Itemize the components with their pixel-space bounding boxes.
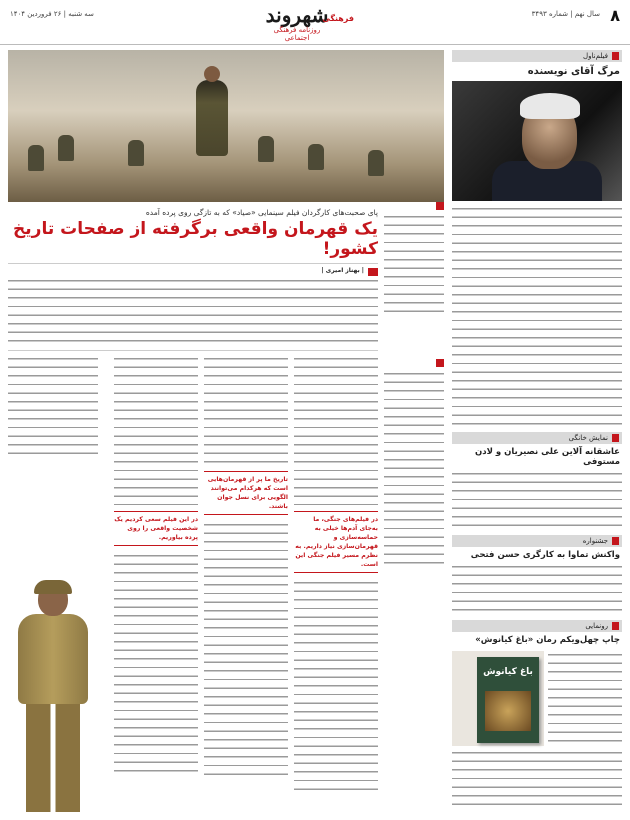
- article-body-1: [452, 205, 622, 427]
- page-header: [0, 0, 630, 45]
- hero-lead-figure: [196, 80, 228, 156]
- soldier-cap: [34, 580, 72, 594]
- body-column-5: [8, 355, 98, 812]
- soldier-cutout-photo: [12, 582, 94, 812]
- hero-soldier: [128, 140, 144, 166]
- article-body: [8, 355, 444, 812]
- author-photo: [452, 81, 622, 201]
- body-text: [204, 355, 288, 465]
- body-column-1: [384, 355, 444, 812]
- article-body-4: [548, 651, 622, 746]
- hero-soldier: [258, 136, 274, 162]
- logo-subtitle: روزنامه فرهنگی اجتماعی: [273, 26, 321, 42]
- byline: | بهناز امیری |: [321, 267, 364, 274]
- article-title-2: عاشقانه آلاین علی نصیریان و لادن مستوفی: [475, 447, 620, 467]
- hero-soldier: [308, 144, 324, 170]
- section-header-2: نمایش خانگی: [452, 432, 622, 444]
- book-title: باغ کیانوش: [483, 667, 533, 677]
- quote-marker-icon: [436, 202, 444, 210]
- hero-soldier: [368, 150, 384, 176]
- side-note-text: [384, 213, 444, 313]
- hero-soldier: [28, 145, 44, 171]
- body-text: [294, 355, 378, 505]
- lead-marker-icon: [368, 268, 378, 276]
- body-column-2: [294, 355, 378, 812]
- logo-mark: شهروند: [265, 3, 329, 27]
- book-cover-image: [452, 651, 544, 746]
- issue-info: سال نهم | شماره ۳۴۹۳: [531, 10, 600, 18]
- section-header-3: جشنواره: [452, 535, 622, 547]
- soldier-torso: [18, 614, 88, 704]
- section-header-4: رونمایی: [452, 620, 622, 632]
- date-line: سه شنبه | ۲۶ فروردین ۱۴۰۴: [10, 10, 94, 18]
- pull-quote-1: در فیلم‌های جنگی، ما به‌جای آدم‌ها خیلی به حماسه‌سازی و قهرمان‌سازی نیاز داریم. به نظرم مسیر فیلم جنگی این است.: [294, 511, 378, 573]
- book-cover-art: [485, 691, 531, 731]
- article-body-3: [452, 563, 622, 615]
- hero-photo: [8, 50, 444, 202]
- article-lead: [8, 263, 378, 351]
- body-column-3: [204, 355, 288, 812]
- pull-quote-2: تاریخ ما پر از قهرمان‌هایی است که هرکدام می‌توانند الگویی برای نسل جوان باشند.: [204, 471, 288, 515]
- page-number: ۸: [610, 6, 620, 25]
- newspaper-logo: [262, 3, 354, 42]
- article-body-4b: [452, 749, 622, 809]
- body-text: [204, 521, 288, 781]
- main-article: [8, 50, 444, 812]
- pull-quote-3: در این فیلم سعی کردیم یک شخصیت واقعی را روی پرده بیاوریم.: [114, 511, 198, 546]
- body-text: [114, 552, 198, 777]
- body-text: [8, 355, 98, 455]
- quote-marker-icon: [436, 359, 444, 367]
- side-note: [384, 202, 444, 322]
- soldier-legs: [26, 702, 80, 812]
- body-text: [384, 370, 444, 570]
- photo-hair: [520, 93, 580, 119]
- hero-soldier: [58, 135, 74, 161]
- right-column: [452, 50, 622, 812]
- book-cover: [477, 657, 539, 743]
- section-header-1: فیلم‌ناول: [452, 50, 622, 62]
- article-title-1: مرگ آقای نویسنده: [527, 66, 620, 77]
- article-headline: یک قهرمان واقعی برگرفته از صفحات تاریخ کشور!: [13, 219, 378, 259]
- body-text: [294, 579, 378, 794]
- article-body-2: [452, 470, 622, 530]
- article-title-4: چاپ چهل‌ویکم رمان «باغ کیانوش»: [475, 635, 620, 645]
- section-category: فرهنگی: [322, 14, 354, 23]
- body-column-4: [114, 355, 198, 812]
- article-kicker: پای صحبت‌های کارگردان فیلم سینمایی «صیاد» که به تازگی روی پرده آمده: [145, 208, 378, 217]
- lead-text: [8, 277, 378, 347]
- body-text: [114, 355, 198, 505]
- article-title-3: واکنش تماوا به کارگری حسن فتحی: [470, 550, 620, 560]
